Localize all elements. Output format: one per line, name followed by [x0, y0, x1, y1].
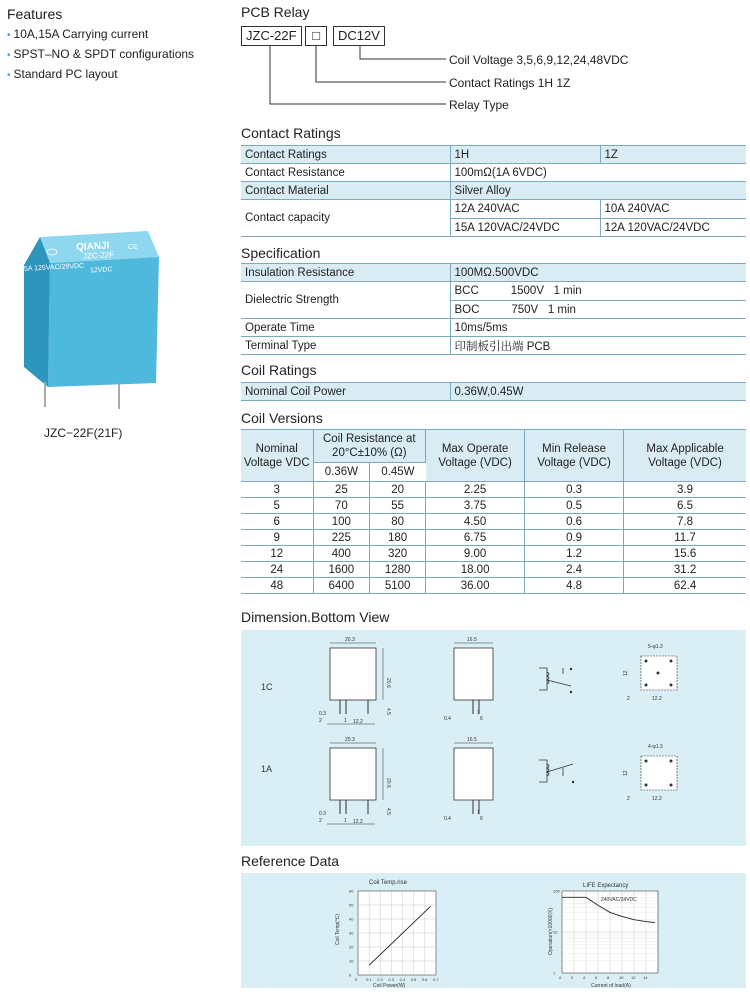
rating-label-1: 15A 125VAC/28VDC	[19, 262, 85, 274]
cell-value: 1H	[450, 146, 600, 164]
model-label: JZC-22F	[82, 250, 115, 261]
svg-text:16.5: 16.5	[467, 637, 477, 643]
coil-ratings-table	[241, 382, 746, 401]
table-row	[241, 319, 746, 337]
cell-value: 18.00	[426, 562, 525, 578]
product-caption: JZC−22F(21F)	[44, 426, 123, 440]
cell-value: 3.9	[624, 482, 746, 498]
cell-value: Silver Alloy	[450, 182, 746, 200]
y-tick-label: 50	[349, 902, 354, 908]
col-header-operate: Max Operate Voltage (VDC)	[426, 430, 525, 482]
svg-text:4.5: 4.5	[385, 808, 391, 815]
cell-value: 20	[370, 482, 426, 498]
dimension-panel	[241, 630, 746, 846]
cell-value: 印制板引出端 PCB	[450, 337, 746, 355]
col-header-release: Min Release Voltage (VDC)	[525, 430, 624, 482]
cell-value: 2.25	[426, 482, 525, 498]
chart2-title: LIFE Expectancy	[583, 883, 629, 889]
code-leader-lines	[241, 46, 451, 111]
cell-value: 15A 120VAC/24VDC	[451, 218, 600, 236]
y-tick-label: 0	[349, 972, 352, 978]
relay-pin	[44, 382, 46, 407]
schematic-1a	[539, 760, 574, 783]
row-label: Operate Time	[241, 319, 450, 337]
y-tick-label: 100	[553, 888, 560, 894]
coil-versions-title: Coil Versions	[241, 410, 323, 426]
col-header-res-b: 0.45W	[370, 463, 426, 482]
coil-ratings-title: Coil Ratings	[241, 362, 317, 378]
row-label: Nominal Coil Power	[241, 383, 450, 401]
table-row	[241, 562, 746, 578]
cell-value: 6.5	[624, 498, 746, 514]
x-tick-label: 14	[643, 975, 648, 980]
svg-text:2: 2	[627, 696, 630, 702]
cell-value: 24	[241, 562, 313, 578]
relay-pin	[118, 383, 120, 409]
feature-item: • Standard PC layout	[7, 65, 194, 85]
svg-text:12.2: 12.2	[652, 796, 662, 802]
svg-text:20.6: 20.6	[385, 678, 391, 688]
cell-value: 12	[241, 546, 313, 562]
svg-text:2: 2	[319, 718, 322, 724]
contact-ratings-label: Contact Ratings 1H 1Z	[449, 76, 571, 90]
schematic-1c	[539, 668, 572, 693]
row-label: Contact Material	[241, 182, 450, 200]
table-row	[241, 182, 746, 200]
cell-value: 225	[313, 530, 370, 546]
cell-value: 10ms/5ms	[450, 319, 746, 337]
feature-item: • SPST–NO & SPDT configurations	[7, 45, 194, 65]
svg-text:6: 6	[480, 716, 483, 722]
col-header-resistance: Coil Resistance at 20°C±10% (Ω)	[313, 430, 426, 463]
code-contact-box: □	[305, 26, 327, 46]
reference-title: Reference Data	[241, 853, 340, 869]
relay-product-image	[18, 225, 168, 415]
svg-text:20.6: 20.6	[385, 778, 391, 788]
col-header-res-a: 0.36W	[313, 463, 370, 482]
svg-text:4.5: 4.5	[385, 708, 391, 715]
side-view-1c	[444, 637, 493, 722]
cell-value: 4.50	[426, 514, 525, 530]
row-label: Insulation Resistance	[241, 264, 450, 282]
cell-value: 48	[241, 578, 313, 594]
cell-value: 9.00	[426, 546, 525, 562]
chart2-xlabel: Current of load(A)	[591, 983, 631, 988]
svg-text:20.3: 20.3	[345, 637, 355, 643]
ce-mark-icon: CE	[128, 244, 138, 251]
reference-charts	[241, 873, 746, 988]
table-row	[241, 282, 746, 319]
svg-text:5-φ1.3: 5-φ1.3	[648, 644, 663, 650]
cell-value: BCC 1500V 1 min	[454, 285, 582, 297]
feature-item: • 10A,15A Carrying current	[7, 25, 194, 45]
y-tick-label: 30	[349, 930, 354, 936]
cell-value: 5100	[370, 578, 426, 594]
cell-value: 5	[241, 498, 313, 514]
svg-text:0.3: 0.3	[319, 811, 326, 817]
x-tick-label: 0.7	[433, 977, 439, 982]
specification-table	[241, 263, 746, 355]
svg-text:2: 2	[627, 796, 630, 802]
svg-text:12.2: 12.2	[353, 719, 363, 725]
y-tick-label: 40	[349, 916, 354, 922]
cell-value: 9	[241, 530, 313, 546]
coil-temp-chart	[349, 889, 439, 983]
contact-ratings-title: Contact Ratings	[241, 125, 341, 141]
cell-value: 11.7	[624, 530, 746, 546]
footprint-1a	[623, 744, 677, 802]
row-label: Terminal Type	[241, 337, 450, 355]
chart2-annotation: 240VAC/24VDC	[601, 897, 637, 903]
x-tick-label: 8	[607, 975, 610, 980]
table-row	[241, 514, 746, 530]
chart2-ylabel: Operation(×10000次)	[548, 907, 554, 955]
cell-value: 1.2	[525, 546, 624, 562]
cell-value: 320	[370, 546, 426, 562]
row-label: Contact capacity	[241, 200, 450, 237]
svg-text:1: 1	[477, 810, 480, 816]
features-title: Features	[7, 6, 63, 22]
row-label-1c: 1C	[261, 682, 273, 692]
x-tick-label: 12	[631, 975, 636, 980]
cell-value: 6400	[313, 578, 370, 594]
svg-text:12.2: 12.2	[652, 696, 662, 702]
cell-value: 6	[241, 514, 313, 530]
table-row	[241, 578, 746, 594]
table-row	[241, 482, 746, 498]
x-tick-label: 0.1	[366, 977, 372, 982]
table-row	[241, 200, 746, 237]
x-tick-label: 0.2	[377, 977, 383, 982]
code-voltage-box: DC12V	[333, 26, 385, 46]
row-label: Contact Resistance	[241, 164, 450, 182]
row-label-1a: 1A	[261, 764, 273, 774]
cell-value: 100MΩ.500VDC	[450, 264, 746, 282]
x-tick-label: 0	[559, 975, 562, 980]
table-row	[241, 383, 746, 401]
x-tick-label: 0.3	[388, 977, 394, 982]
cell-value: 36.00	[426, 578, 525, 594]
table-row	[241, 337, 746, 355]
dimension-drawing	[241, 630, 746, 846]
svg-text:6: 6	[480, 816, 483, 822]
row-label: Contact Ratings	[241, 146, 450, 164]
cell-value: 31.2	[624, 562, 746, 578]
brand-label: QIANJI	[75, 240, 110, 254]
cell-value: 25	[313, 482, 370, 498]
front-view-1a	[319, 737, 391, 825]
cell-value: 100mΩ(1A 6VDC)	[450, 164, 746, 182]
cell-value: 1600	[313, 562, 370, 578]
rating-label-2: 12VDC	[89, 266, 113, 275]
cell-value: 55	[370, 498, 426, 514]
chart1-ylabel: Coil Temp(℃)	[335, 913, 341, 945]
pcb-relay-title: PCB Relay	[241, 4, 310, 20]
relay-type-label: Relay Type	[449, 98, 509, 112]
cell-value: 15.6	[624, 546, 746, 562]
cell-value: 0.9	[525, 530, 624, 546]
cell-value: 400	[313, 546, 370, 562]
cell-value: 12A 240VAC	[454, 203, 520, 215]
svg-text:12: 12	[623, 670, 629, 676]
x-tick-label: 4	[583, 975, 586, 980]
x-tick-label: 0.4	[399, 977, 406, 982]
cell-value: 3.75	[426, 498, 525, 514]
svg-text:1: 1	[344, 718, 347, 724]
chart1-title: Coil Temp.rise	[369, 880, 407, 886]
table-row	[241, 164, 746, 182]
y-tick-label: 60	[349, 888, 354, 894]
x-tick-label: 6	[595, 975, 598, 980]
table-row	[241, 546, 746, 562]
svg-text:0.4: 0.4	[444, 816, 451, 822]
svg-text:20.3: 20.3	[345, 737, 355, 743]
x-tick-label: 10	[619, 975, 624, 980]
table-row	[241, 146, 746, 164]
dimension-title: Dimension.Bottom View	[241, 609, 390, 625]
cell-value: 70	[313, 498, 370, 514]
code-type-box: JZC-22F	[241, 26, 302, 46]
svg-text:12: 12	[623, 770, 629, 776]
chart1-xlabel: Coil Power(W)	[373, 983, 406, 988]
y-tick-label: 10	[553, 929, 558, 935]
cell-value: 100	[313, 514, 370, 530]
y-tick-label: 1	[553, 970, 556, 976]
col-header-voltage: Nominal Voltage VDC	[241, 430, 313, 482]
coil-voltage-label: Coil Voltage 3,5,6,9,12,24,48VDC	[449, 53, 629, 67]
cell-value: 1280	[370, 562, 426, 578]
col-header-applicable: Max Applicable Voltage (VDC)	[624, 430, 746, 482]
cell-value: 180	[370, 530, 426, 546]
coil-versions-table	[241, 429, 746, 594]
cell-value: 0.3	[525, 482, 624, 498]
x-tick-label: 0.6	[421, 977, 428, 982]
side-view-1a	[444, 737, 493, 822]
y-tick-label: 20	[349, 944, 354, 950]
y-tick-label: 10	[349, 958, 354, 964]
footprint-1c	[623, 644, 677, 702]
cell-value: 10A 240VAC	[604, 203, 670, 215]
table-row	[241, 264, 746, 282]
cell-value: 2.4	[525, 562, 624, 578]
svg-text:1: 1	[344, 818, 347, 824]
x-tick-label: 0.5	[410, 977, 417, 982]
cell-value: 80	[370, 514, 426, 530]
reference-panel	[241, 873, 746, 988]
svg-text:12.2: 12.2	[353, 819, 363, 825]
cell-value: 6.75	[426, 530, 525, 546]
cell-value: 0.36W,0.45W	[450, 383, 746, 401]
svg-text:0.3: 0.3	[319, 711, 326, 717]
cell-value: BOC 750V 1 min	[451, 300, 747, 318]
cell-value: 3	[241, 482, 313, 498]
table-row	[241, 530, 746, 546]
table-row	[241, 498, 746, 514]
contact-ratings-table	[241, 145, 746, 237]
cell-value: 62.4	[624, 578, 746, 594]
cell-value: 0.5	[525, 498, 624, 514]
features-list	[7, 25, 194, 85]
cell-value: 4.8	[525, 578, 624, 594]
cell-value: 0.6	[525, 514, 624, 530]
x-tick-label: 2	[571, 975, 574, 980]
cell-value: 7.8	[624, 514, 746, 530]
svg-text:1: 1	[477, 710, 480, 716]
specification-title: Specification	[241, 245, 321, 261]
cell-value: 12A 120VAC/24VDC	[601, 218, 747, 236]
x-tick-label: 0	[355, 977, 358, 982]
svg-text:16.5: 16.5	[467, 737, 477, 743]
svg-text:2: 2	[319, 818, 322, 824]
cell-value: 1Z	[600, 146, 746, 164]
row-label: Dielectric Strength	[241, 282, 450, 319]
svg-text:4-φ1.3: 4-φ1.3	[648, 744, 663, 750]
svg-text:0.4: 0.4	[444, 716, 451, 722]
front-view-1c	[319, 637, 391, 725]
